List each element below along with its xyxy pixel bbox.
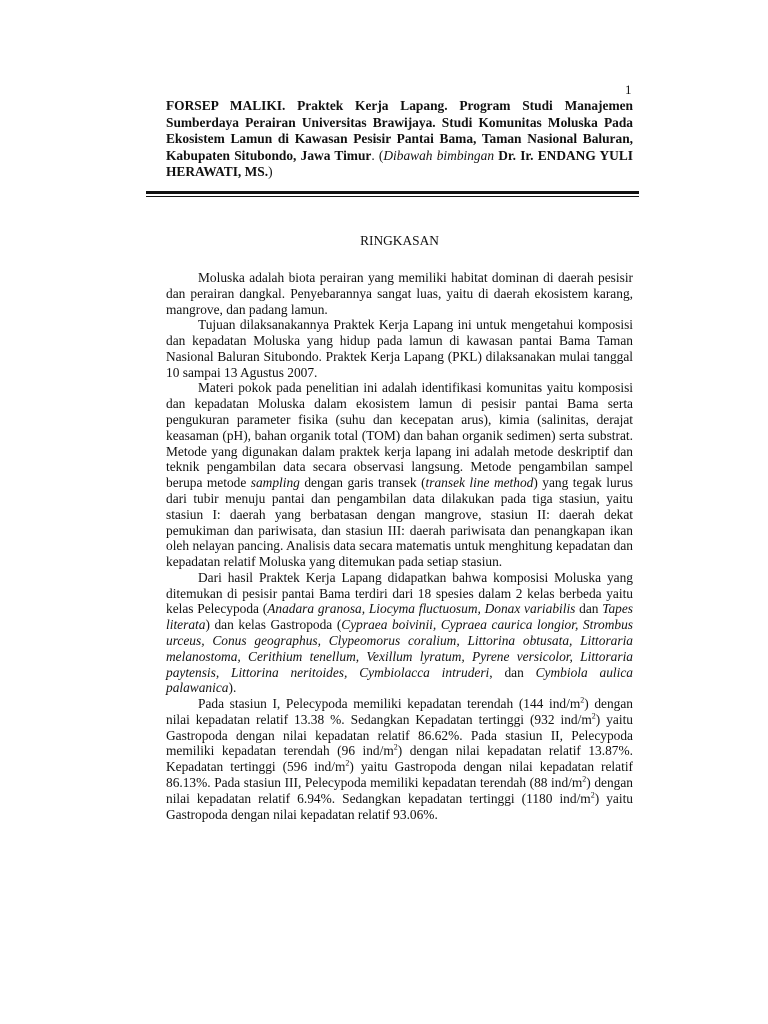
paragraph-4: [166, 570, 633, 696]
header-citation: FORSEP MALIKI. Praktek Kerja Lapang. Program Studi Manajemen Sumberdaya Perairan Universitas Brawijaya. Studi Komunitas Moluska Pada Ekosistem Lamun di Kawasan Pesisir Pantai Bama, Taman Nasional Baluran, Kabupaten Situbondo, Jawa Timur: [166, 98, 633, 163]
superscript: 2: [580, 695, 585, 705]
p3-text-2: dengan garis transek (: [299, 475, 426, 491]
header-rule-thin: [146, 196, 639, 197]
p3-italic-sampling: sampling: [250, 475, 300, 491]
header-separator: . (: [371, 147, 384, 163]
p4-text-1: Dari hasil Praktek Kerja Lapang didapatkan bahwa komposisi Moluska yang ditemukan di pesisir pantai Bama terdiri dari 18 spesies dalam 2 kelas berbeda yaitu kelas Pelecypoda (: [166, 569, 633, 617]
p5-text-2: ) dengan nilai kepadatan relatif 13.38 %. Sedangkan Kepadatan tertinggi (932 ind/m: [166, 696, 633, 727]
p4-species-gastropoda: Cypraea boivinii, Cypraea caurica longior, Strombus urceus, Conus geographus, Clypeomorus coralium, Littorina obtusata, Littoraria melanostoma, Cerithium tenellum, Vexillum lyratum, Pyrene versicolor, Littoraria paytensis, Littorina neritoides, Cymbiolacca intruderi: [166, 617, 633, 680]
superscript: 2: [590, 790, 595, 800]
p3-text-3: ) yang tegak lurus dari tubir menuju pantai dan pengambilan data dilakukan pada tiga stasiun, yaitu stasiun I: daerah yang berbatasan dengan mangrove, stasiun II: daerah dekat pemukiman dan pariwisata, dan stasiun III: daerah pariwisata dan penangkapan ikan oleh nelayan pancing. Analisis data secara matematis untuk menghitung kepadatan dan kepadatan relatif Moluska yang ditemukan pada setiap stasiun.: [166, 475, 634, 570]
p3-text-1: Materi pokok pada penelitian ini adalah identifikasi komunitas yaitu komposisi dan kepadatan Moluska dalam ekosistem lamun di pesisir pantai Bama serta pengukuran parameter fisika (suhu dan kecepatan arus), kimia (salinitas, derajat keasaman (pH), bahan organik total (TOM) dan bahan organik sedimen) serta substrat. Metode yang digunakan dalam praktek kerja lapang ini adalah metode deskriptif dan teknik pengambilan data secara observasi langsung. Metode pengambilan sampel berupa metode: [166, 380, 633, 491]
p4-species-pelecypoda: Anadara granosa, Liocyma fluctuosum, Donax variabilis: [267, 601, 576, 617]
p4-text-2: dan: [575, 601, 603, 617]
document-header: [166, 98, 633, 181]
p5-text-6: ) dengan nilai kepadatan relatif 6.94%. Sedangkan kepadatan tertinggi (1180 ind/m: [166, 775, 633, 806]
superscript: 2: [393, 742, 398, 752]
supervisor-name: Dr. Ir. ENDANG YULI HERAWATI, MS.: [166, 147, 633, 179]
p4-text-3: ) dan kelas Gastropoda (: [205, 617, 342, 633]
paragraph-3: [166, 380, 633, 569]
paragraph-5: [166, 696, 633, 822]
header-rule-thick: [146, 191, 639, 194]
paragraph-1: Moluska adalah biota perairan yang memiliki habitat dominan di daerah pesisir dan perairan dangkal. Penyebarannya sangat luas, yaitu di daerah ekosistem karang, mangrove, dan padang lamun.: [166, 270, 633, 317]
header-close: ): [268, 164, 273, 179]
p4-text-4: , dan: [489, 664, 536, 680]
p3-italic-transek: transek line method: [425, 475, 534, 491]
p5-text-5: ) yaitu Gastropoda dengan nilai kepadatan relatif 86.13%. Pada stasiun III, Pelecypoda memiliki kepadatan terendah (88 ind/m: [166, 759, 633, 790]
page-number: 1: [625, 82, 632, 97]
p5-text-1: Pada stasiun I, Pelecypoda memiliki kepadatan terendah (144 ind/m: [198, 696, 581, 712]
section-title: RINGKASAN: [360, 233, 439, 248]
p5-text-3: ) yaitu Gastropoda dengan nilai kepadatan relatif 86.62%. Pada stasiun II, Pelecypoda memiliki kepadatan terendah (96 ind/m: [166, 711, 633, 759]
supervision-label: Dibawah bimbingan: [383, 147, 495, 163]
superscript: 2: [591, 711, 596, 721]
p4-species-tapes: Tapes literata: [166, 601, 634, 633]
superscript: 2: [345, 758, 350, 768]
p5-text-7: ) yaitu Gastropoda dengan nilai kepadatan relatif 93.06%.: [166, 790, 633, 822]
p4-text-5: ).: [228, 680, 237, 696]
p4-species-cymbiola: Cymbiola aulica palawanica: [166, 664, 633, 696]
summary-body: [166, 270, 633, 822]
p5-text-4: ) dengan nilai kepadatan relatif 13.87%. Kepadatan tertinggi (596 ind/m: [166, 743, 633, 775]
paragraph-2: Tujuan dilaksanakannya Praktek Kerja Lapang ini untuk mengetahui komposisi dan kepadatan Moluska yang hidup pada lamun di kawasan pantai Bama Taman Nasional Baluran Situbondo. Praktek Kerja Lapang (PKL) dilaksanakan mulai tanggal 10 sampai 13 Agustus 2007.: [166, 317, 633, 380]
superscript: 2: [582, 774, 587, 784]
